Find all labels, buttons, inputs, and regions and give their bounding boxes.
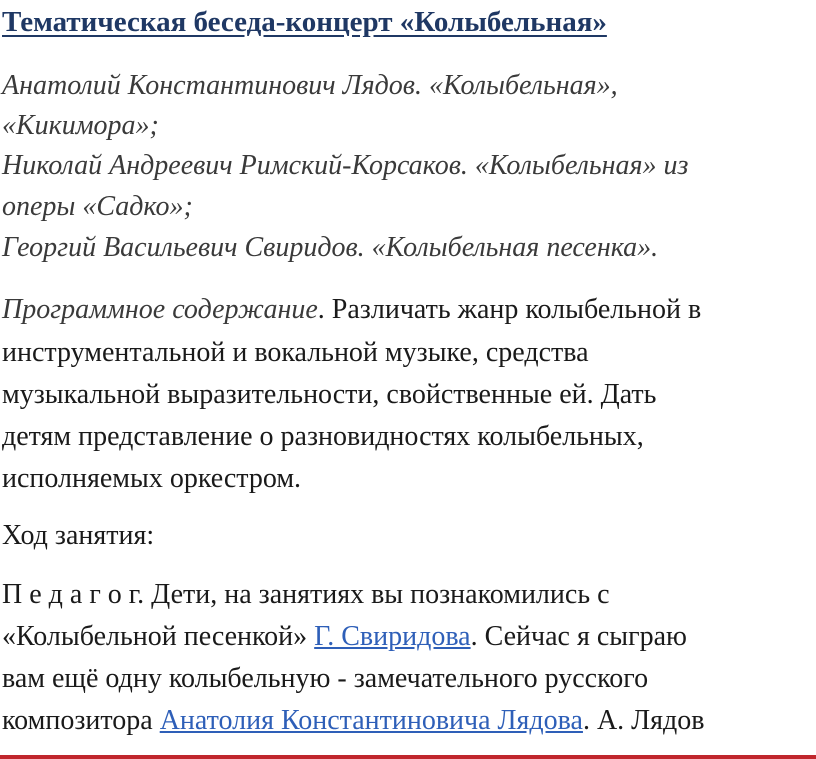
repertoire-line-5: Георгий Васильевич Свиридов. «Колыбельная песенка». bbox=[2, 232, 659, 263]
program-line-3: музыкальной выразительности, свойственные ей. Дать bbox=[2, 379, 657, 410]
lesson-line-3: вам ещё одну колыбельную - замечательного русского bbox=[2, 663, 649, 694]
lesson-text-2a: «Колыбельной песенкой» bbox=[2, 621, 315, 652]
repertoire-line-1: Анатолий Константинович Лядов. «Колыбельная», bbox=[2, 70, 618, 101]
lesson-line-2 bbox=[2, 617, 687, 657]
repertoire-line-2: «Кикимора»; bbox=[2, 110, 159, 141]
bottom-divider bbox=[0, 755, 816, 759]
program-line-1 bbox=[2, 290, 701, 330]
lesson-text-4a: композитора bbox=[2, 705, 160, 736]
program-line-5: исполняемых оркестром. bbox=[2, 463, 302, 494]
page-title: Тематическая беседа-концерт «Колыбельная» bbox=[2, 6, 607, 38]
sviridov-link[interactable]: Г. Свиридова bbox=[314, 621, 471, 652]
lyadov-link[interactable]: Анатолия Константиновича Лядова bbox=[159, 705, 583, 736]
lesson-text-4b: . А. Лядов bbox=[582, 705, 705, 736]
program-line-4: детям представление о разновидностях колыбельных, bbox=[2, 421, 644, 452]
lesson-heading: Ход занятия: bbox=[2, 520, 155, 551]
lesson-line-4 bbox=[2, 701, 705, 741]
repertoire-line-4: оперы «Садко»; bbox=[2, 191, 193, 222]
repertoire-line-3: Николай Андреевич Римский-Корсаков. «Колыбельная» из bbox=[2, 150, 689, 181]
program-text-1: . Различать жанр колыбельной в bbox=[317, 294, 702, 325]
program-label: Программное содержание bbox=[2, 294, 318, 325]
program-line-2: инструментальной и вокальной музыке, средства bbox=[2, 337, 589, 368]
lesson-text-2b: . Сейчас я сыграю bbox=[470, 621, 687, 652]
lesson-line-1: П е д а г о г. Дети, на занятиях вы познакомились с bbox=[2, 579, 610, 610]
